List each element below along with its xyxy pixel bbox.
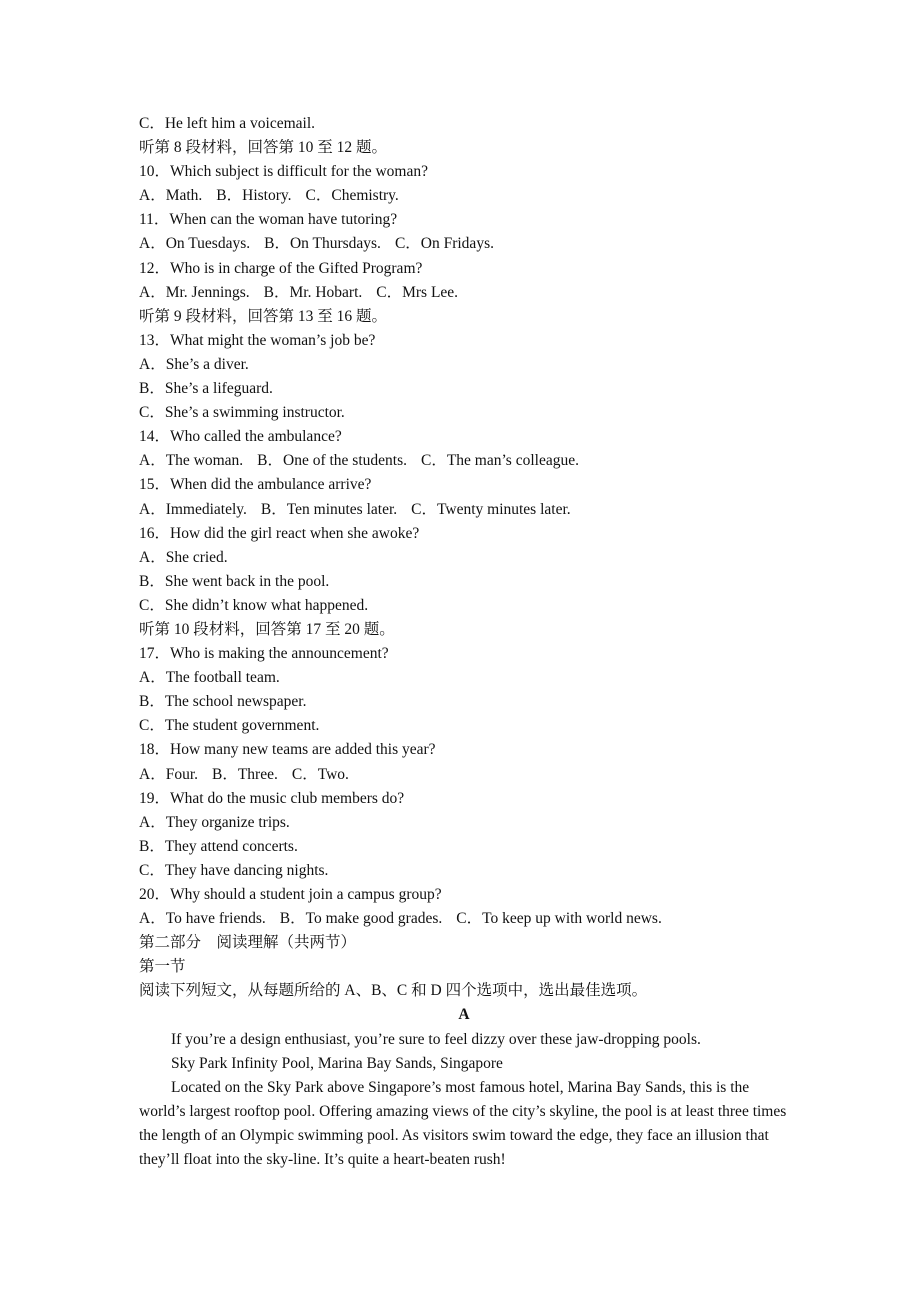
option: A．Immediately.: [139, 500, 247, 518]
text-line: 第一节: [139, 958, 186, 976]
option: B．History.: [216, 187, 292, 205]
text-line: C．The student government.: [139, 717, 320, 735]
option: B．Ten minutes later.: [260, 500, 398, 518]
option: A．The woman.: [139, 452, 244, 470]
option-row: [139, 232, 789, 256]
option: A．Mr. Jennings.: [139, 283, 250, 301]
option: B．Mr. Hobart.: [263, 283, 363, 301]
option: B．To make good grades.: [279, 910, 443, 928]
text-line: 11．When can the woman have tutoring?: [139, 211, 398, 229]
option: A．To have friends.: [139, 910, 266, 928]
option: C．The man’s colleague.: [421, 452, 579, 470]
text-line: 17．Who is making the announcement?: [139, 645, 389, 663]
text-line: 15．When did the ambulance arrive?: [139, 476, 372, 494]
text-line: C．She didn’t know what happened.: [139, 596, 369, 614]
text-line: C．They have dancing nights.: [139, 861, 329, 879]
text-line: 阅读下列短文，从每题所给的 A、B、C 和 D 四个选项中，选出最佳选项。: [139, 982, 648, 1000]
option: A．Four.: [139, 765, 198, 783]
option: C．Mrs Lee.: [376, 283, 459, 301]
text-line: B．The school newspaper.: [139, 693, 307, 711]
text-line: C．He left him a voicemail.: [139, 115, 316, 132]
paragraph: Located on the Sky Park above Singapore’s most famous hotel, Marina Bay Sands, this is the world’s largest rooftop pool. Offering amazing views of the city’s skyline, the pool is at least three times the length of an Olympic swimming pool. As visitors swim toward the edge, they face an illusion that they’ll float into the sky-line. It’s quite a heart-beaten rush!: [139, 1078, 787, 1169]
passage-title: A: [458, 1006, 470, 1024]
text-line: A．She cried.: [139, 548, 228, 566]
text-line: 10．Which subject is difficult for the woman?: [139, 163, 428, 181]
text-line: 听第 10 段材料，回答第 17 至 20 题。: [139, 620, 395, 638]
option-row: [139, 498, 789, 522]
option: B．Three.: [212, 765, 278, 783]
text-line: 14．Who called the ambulance?: [139, 428, 342, 446]
text-line: 12．Who is in charge of the Gifted Program?: [139, 259, 423, 277]
option: A．Math.: [139, 187, 203, 205]
option: C．Chemistry.: [305, 187, 399, 205]
text-line: A．They organize trips.: [139, 813, 290, 831]
text-line: 20．Why should a student join a campus group?: [139, 886, 442, 903]
option: B．On Thursdays.: [264, 235, 381, 253]
option-row: [139, 281, 789, 305]
text-line: A．She’s a diver.: [139, 355, 249, 373]
text-line: 18．How many new teams are added this year?: [139, 741, 436, 759]
option-row: [139, 763, 789, 787]
option: C．Twenty minutes later.: [411, 500, 571, 518]
paragraph-line: If you’re a design enthusiast, you’re sure to feel dizzy over these jaw-dropping pools.: [171, 1030, 701, 1048]
text-line: 听第 8 段材料，回答第 10 至 12 题。: [139, 139, 388, 157]
text-line: C．She’s a swimming instructor.: [139, 404, 345, 422]
exam-content: [139, 112, 789, 1172]
text-line: B．They attend concerts.: [139, 837, 298, 855]
text-line: A．The football team.: [139, 669, 280, 687]
option: C．To keep up with world news.: [456, 910, 662, 928]
option: B．One of the students.: [257, 452, 407, 470]
text-line: 13．What might the woman’s job be?: [139, 331, 376, 349]
text-line: 19．What do the music club members do?: [139, 789, 405, 807]
text-line: B．She’s a lifeguard.: [139, 380, 273, 398]
text-line: 16．How did the girl react when she awoke?: [139, 524, 420, 542]
option: C．Two.: [291, 765, 349, 783]
paragraph-line: Sky Park Infinity Pool, Marina Bay Sands, Singapore: [171, 1054, 503, 1072]
text-line: 听第 9 段材料，回答第 13 至 16 题。: [139, 307, 388, 325]
text-line: B．She went back in the pool.: [139, 572, 330, 590]
option-row: [139, 907, 789, 931]
option: A．On Tuesdays.: [139, 235, 251, 253]
option: C．On Fridays.: [394, 235, 494, 253]
option-row: [139, 184, 789, 208]
text-line: 第二部分 阅读理解（共两节）: [139, 934, 357, 952]
option-row: [139, 449, 789, 473]
